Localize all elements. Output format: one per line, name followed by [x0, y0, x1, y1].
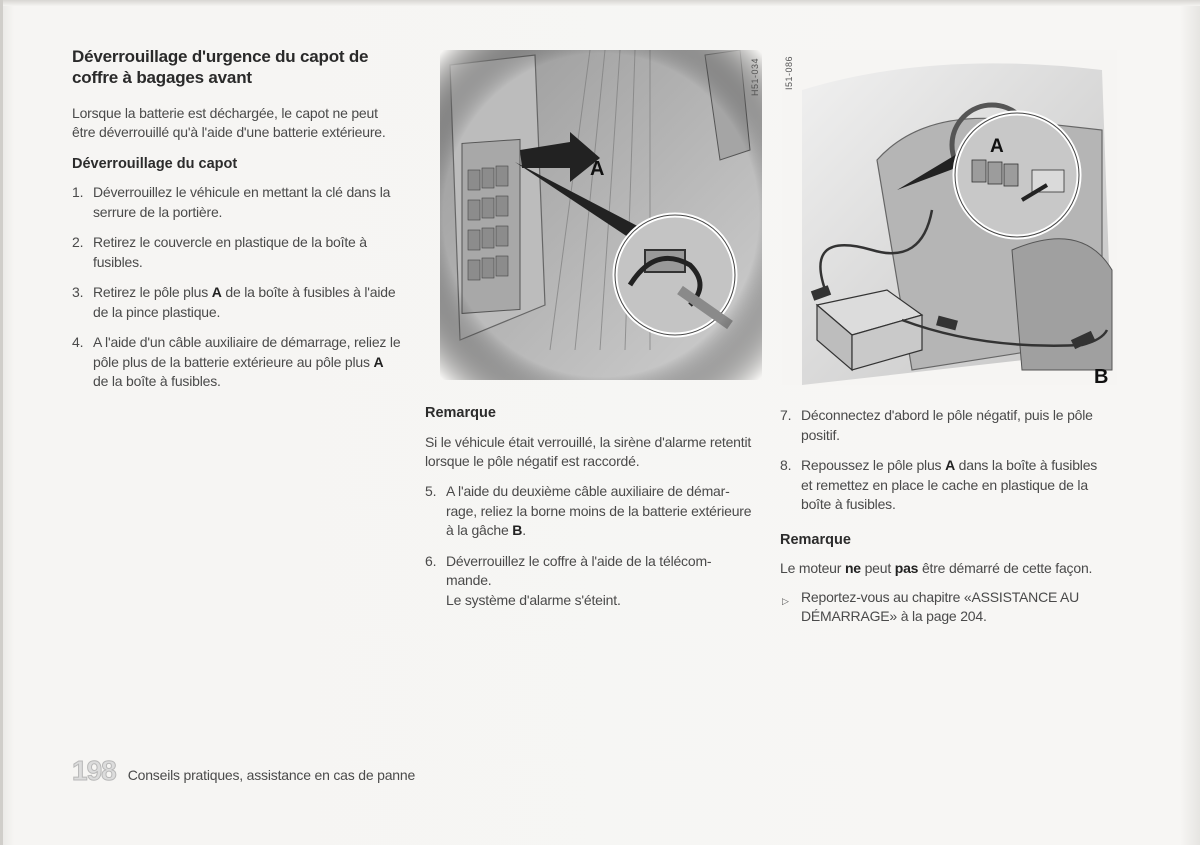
- figure-code: H51-034: [750, 58, 760, 97]
- step-number: 6.: [425, 552, 437, 569]
- steps-list-2: [425, 482, 755, 610]
- step-text: Retirez le couvercle en plastique de la boîte à fusibles.: [93, 234, 367, 270]
- page-binding-edge: [0, 0, 3, 845]
- step-text: Déconnectez d'abord le pôle négatif, puis le pôle positif.: [801, 407, 1093, 443]
- note-bold-word: pas: [894, 559, 919, 576]
- note-heading: Remarque: [425, 405, 496, 421]
- step-item: [72, 333, 402, 392]
- step-text: Retirez le pôle plus: [93, 284, 212, 300]
- step-text: Repoussez le pôle plus: [801, 457, 946, 473]
- step-bold-label: A: [211, 284, 222, 300]
- step-text: de la boîte à fusibles.: [93, 373, 221, 389]
- left-column: [72, 46, 402, 392]
- step-item: [72, 283, 402, 322]
- step-number: 8.: [780, 457, 792, 473]
- step-number: 7.: [780, 407, 792, 423]
- step-bold-label: A: [945, 457, 955, 473]
- intro-paragraph: Lorsque la batterie est déchargée, le capot ne peut être déverrouillé qu'à l'aide d'une batterie extérieure.: [72, 105, 386, 140]
- step-text: dans la boîte à fusibles et remettez en place le cache en plastique de la boîte à fusibles.: [801, 457, 1098, 512]
- step-number: 1.: [72, 184, 84, 200]
- fuse-box-drawing: [440, 50, 762, 380]
- steps-list-1: [72, 183, 402, 392]
- step-result-text: Le système d'alarme s'éteint.: [446, 591, 621, 608]
- subheading-unlock-hood: Déverrouillage du capot: [72, 156, 238, 172]
- page-top-edge: [0, 0, 1200, 6]
- note-heading: Remarque: [780, 531, 851, 548]
- step-item: [780, 456, 1110, 515]
- middle-column: [425, 404, 755, 610]
- cross-reference-text: Reportez-vous au chapitre «ASSISTANCE AU DÉMARRAGE» à la page 204.: [801, 588, 1080, 624]
- step-bold-label: A: [373, 353, 384, 370]
- cross-reference: [780, 588, 1110, 627]
- fuse-box-illustration: [440, 50, 762, 380]
- triangle-bullet-icon: ▷: [782, 595, 789, 606]
- step-number: 4.: [72, 334, 84, 350]
- right-column: [780, 406, 1110, 627]
- step-number: 5.: [425, 483, 437, 499]
- note-text-part: être démarré de cette façon.: [918, 559, 1093, 576]
- step-text: .: [522, 522, 526, 538]
- step-item: [425, 552, 755, 611]
- note-text-part: peut: [860, 559, 895, 576]
- note-text-part: Le moteur: [780, 559, 845, 576]
- step-text: A l'aide du deuxième câble auxiliaire de démar-rage, reliez la borne moins de la batterie extérieure à la gâche: [446, 483, 752, 538]
- step-text: Déverrouillez le coffre à l'aide de la télécom-mande.: [446, 552, 712, 588]
- note-text: [780, 559, 1110, 578]
- note-text: Si le véhicule était verrouillé, la sirène d'alarme retentit lorsque le pôle négatif est raccordé.: [425, 434, 752, 469]
- figure-code: I51-086: [784, 56, 794, 91]
- callout-a-label: A: [990, 136, 1004, 157]
- note-bold-word: ne: [844, 559, 861, 576]
- step-item: [425, 482, 755, 541]
- step-text: Déverrouillez le véhicule en mettant la clé dans la serrure de la portière.: [93, 184, 391, 220]
- step-item: [72, 233, 402, 272]
- step-text: de la boîte à fusibles à l'aide de la pince plastique.: [93, 284, 396, 320]
- step-item: [780, 406, 1110, 445]
- jump-start-illustration: [782, 50, 1117, 385]
- jump-start-drawing: [782, 50, 1117, 385]
- steps-list-3: [780, 406, 1110, 515]
- page-footer: [72, 755, 415, 787]
- callout-b-label: B: [1094, 366, 1109, 385]
- step-text: A l'aide d'un câble auxiliaire de démarrage, reliez le pôle plus de la batterie extérieure au pôle plus: [93, 334, 401, 370]
- chapter-title: Conseils pratiques, assistance en cas de panne: [127, 767, 416, 783]
- page-number: 198: [72, 755, 116, 786]
- step-number: 3.: [72, 284, 84, 300]
- step-number: 2.: [72, 234, 84, 250]
- section-title: Déverrouillage d'urgence du capot de coffre à bagages avant: [72, 47, 369, 87]
- step-item: [72, 183, 402, 222]
- step-bold-label: B: [512, 522, 523, 538]
